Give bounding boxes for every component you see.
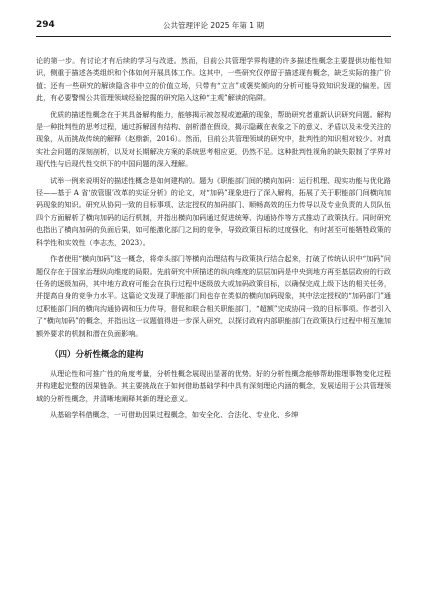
article-body (36, 55, 391, 426)
paragraph: 从理论性和可推广性的角度考量，分析性概念展现出显著的优势。好的分析性概念能够帮助推理事物变化过程并构建起完整的因果链条。其主要挑战在于如何借助基础学科中具有深刻理论内涵的概念，发展适用于公共管理领域的分析性概念，并清晰地阐释其新的理论意义。 (36, 368, 391, 403)
section-heading: （四）分析性概念的建构 (50, 349, 144, 360)
page-number: 294 (36, 20, 55, 30)
paragraph: 从基础学科借概念，一可借助因果过程概念，如安全化、合法化、专业化、乡绅 (50, 410, 299, 420)
paragraph-continued: 论的第一步。有讨论才有后续的学习与改进。然而，目前公共管理学界构建的许多描述性概念主要提供功能性知识，侧重于描述各类组织和个体如何开展具体工作。这其中，一些研究仅停留于描述现有概念，缺乏实际的推广价值；还有一些研究的解读隐含非中立的价值立场，只带有“立言”或褒奖倾向的分析可能导致知识发现的偏差。因此，有必要警惕公共管理领域经验挖掘的研究陷入这种“主观”解读的陷阱。 (36, 56, 391, 103)
journal-running-title: 公共管理评论 2025 年第 1 期 (163, 21, 264, 30)
paragraph: 优质的描述性概念在于其具备解构能力，能够揭示被忽视或遮蔽的现象，帮助研究者重新认识研究问题。解构是一种批判性的思考过程，通过拆解固有结构、剖析潜在假设，揭示隐藏在表象之下的意义、矛盾以及未受关注的现象，从而挑战传统的解释（赵鼎新，2016）。然而，目前公共管理领域的研究中，批判性的知识相对较少。对真实社会问题的深刻剖析，以及对长期解决方案的系统思考相应更，仍然不足。这种批判性视角的缺失限制了学界对现代性与后现代性交织下的中国问题的深入理解。 (36, 109, 391, 169)
paragraph: 试举一例来说明好的描述性概念是如何建构的。题为《职能部门间的横向加码：运行机理、现实功能与优化路径——基于 A 省‘放管服’改革的实证分析》的论文，对“加码”现象进行了深入解构，拓展了关于职能部门间横向加码现象的知识。研究从协同一致的目标事项、法定授权的加码部门、顺畅高效的压力传导以及专业负责的人员队伍四个方面解析了横向加码的运行机制，并指出横向加码通过促进统筹、沟通协作等方式推动了政策执行。同时研究也指出了横向加码的负面后果，如可能激化部门之间的竞争，导致政策目标的过度强化，有时甚至可能牺牲政策的科学性和实效性（李志杰，2023）。 (36, 175, 391, 247)
header-rule (36, 36, 391, 37)
paragraph: 作者使用“横向加码”这一概念，将牵头部门等横向治理结构与政策执行结合起来，打破了传统认识中“加码”问题仅存在于国家治理纵向维度的局限。先前研究中所描述的纵向维度的层层加码是中央到地方再至基层政府的行政任务的逐级加码，其中地方政府可能会在执行过程中逐级放大或加码政策目标，以确保完成上级下达的相关任务，并提高自身的竞争力水平。这篇论文发现了职能部门间也存在类似的横向加码现象，其中法定授权的“加码部门”通过职能部门间的横向沟通协调和压力传导，督促和联合相关职能部门，“超额”完成协同一致的目标事项。作者引入了“横向加码”的概念，并指出这一议题值得进一步深入研究，以探讨政府内部职能部门在政策执行过程中相互施加额外要求的机制和潜在负面影响。 (36, 254, 391, 338)
page-header (36, 8, 391, 46)
